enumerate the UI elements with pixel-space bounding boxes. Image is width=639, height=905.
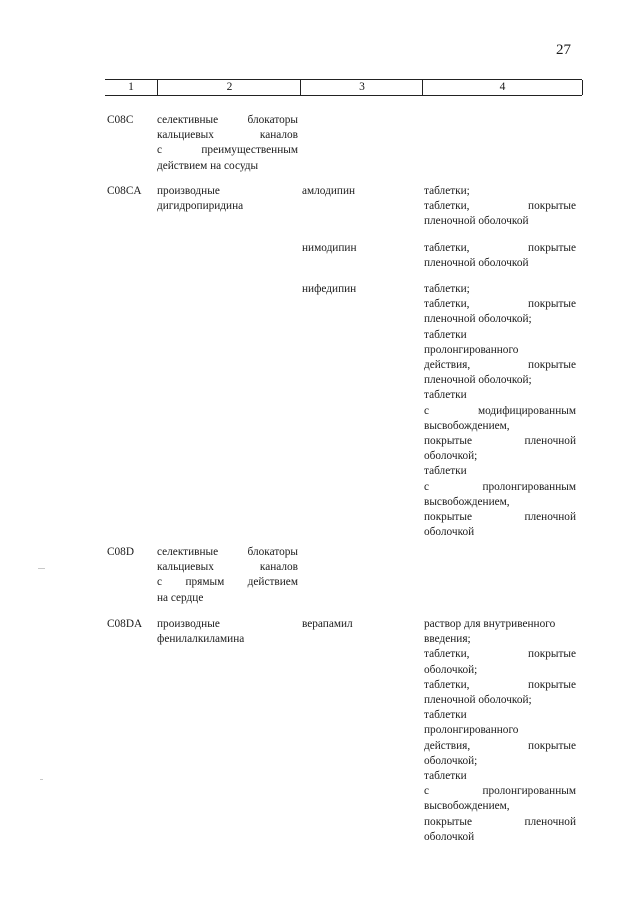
atc-group-name bbox=[157, 113, 298, 174]
text-line: оболочкой; bbox=[424, 754, 478, 767]
text-line: производные bbox=[157, 185, 220, 197]
text-line: селективные блокаторы bbox=[157, 114, 298, 126]
text-line: с модифицированным bbox=[424, 404, 576, 417]
scan-speck bbox=[40, 779, 43, 780]
text-line: с пролонгированным bbox=[424, 480, 576, 493]
text-line: введения; bbox=[424, 633, 471, 646]
text-line: на сердце bbox=[157, 591, 204, 604]
drug-name: амлодипин bbox=[302, 185, 356, 197]
text-line: селективные блокаторы bbox=[157, 546, 298, 558]
text-line: таблетки, покрытые bbox=[424, 678, 576, 691]
atc-code: C08D bbox=[107, 546, 134, 558]
text-line: таблетки bbox=[424, 465, 467, 478]
text-line: таблетки, покрытые bbox=[424, 648, 576, 661]
text-line: таблетки; bbox=[424, 283, 470, 295]
text-line: покрытые пленочной bbox=[424, 511, 576, 524]
text-line: пролонгированного bbox=[424, 724, 519, 737]
atc-code: C08C bbox=[107, 114, 134, 126]
column-header-3: 3 bbox=[300, 80, 423, 95]
text-line: таблетки bbox=[424, 709, 467, 722]
text-line: пленочной оболочкой; bbox=[424, 313, 532, 326]
scan-speck bbox=[42, 568, 45, 569]
text-line: действием на сосуды bbox=[157, 159, 259, 172]
text-line: с преимущественным bbox=[157, 144, 298, 157]
text-line: раствор для внутривенного bbox=[424, 618, 556, 630]
dosage-forms bbox=[424, 184, 576, 230]
text-line: таблетки, покрытые bbox=[424, 298, 576, 311]
text-line: таблетки bbox=[424, 328, 467, 341]
text-line: оболочкой; bbox=[424, 663, 478, 676]
text-line: высвобождением, bbox=[424, 495, 510, 508]
text-line: высвобождением, bbox=[424, 419, 510, 432]
text-line: пленочной оболочкой bbox=[424, 257, 529, 270]
dosage-forms bbox=[424, 241, 576, 271]
text-line: таблетки bbox=[424, 770, 467, 783]
text-line: производные bbox=[157, 618, 220, 630]
atc-code: C08CA bbox=[107, 185, 142, 197]
text-line: фенилалкиламина bbox=[157, 633, 245, 646]
page-number: 27 bbox=[556, 42, 571, 58]
text-line: пленочной оболочкой; bbox=[424, 374, 532, 387]
text-line: таблетки; bbox=[424, 185, 470, 197]
column-header-2: 2 bbox=[157, 80, 301, 95]
text-line: действия, покрытые bbox=[424, 739, 576, 752]
text-line: таблетки bbox=[424, 389, 467, 402]
column-header-1: 1 bbox=[128, 81, 134, 93]
text-line: оболочкой; bbox=[424, 450, 478, 463]
text-line: высвобождением, bbox=[424, 800, 510, 813]
text-line: с пролонгированным bbox=[424, 785, 576, 798]
atc-group-name bbox=[157, 184, 298, 214]
atc-code: C08DA bbox=[107, 618, 143, 630]
dosage-forms bbox=[424, 282, 576, 540]
text-line: покрытые пленочной bbox=[424, 435, 576, 448]
text-line: покрытые пленочной bbox=[424, 815, 576, 828]
column-header-4: 4 bbox=[422, 80, 583, 95]
column-header-row bbox=[105, 79, 582, 96]
atc-group-name bbox=[157, 545, 298, 606]
text-line: действия, покрытые bbox=[424, 359, 576, 372]
drug-name: нимодипин bbox=[302, 242, 357, 254]
atc-group-name bbox=[157, 617, 298, 647]
drug-name: нифедипин bbox=[302, 283, 357, 295]
text-line: пленочной оболочкой bbox=[424, 215, 529, 228]
drug-name: верапамил bbox=[302, 618, 353, 630]
text-line: пленочной оболочкой; bbox=[424, 694, 532, 707]
text-line: кальциевых каналов bbox=[157, 129, 298, 142]
text-line: таблетки, покрытые bbox=[424, 242, 576, 254]
text-line: оболочкой bbox=[424, 830, 475, 843]
text-line: с прямым действием bbox=[157, 576, 298, 589]
text-line: оболочкой bbox=[424, 526, 475, 539]
text-line: пролонгированного bbox=[424, 343, 519, 356]
text-line: дигидропиридина bbox=[157, 200, 244, 213]
dosage-forms bbox=[424, 617, 576, 845]
text-line: кальциевых каналов bbox=[157, 561, 298, 574]
text-line: таблетки, покрытые bbox=[424, 200, 576, 213]
